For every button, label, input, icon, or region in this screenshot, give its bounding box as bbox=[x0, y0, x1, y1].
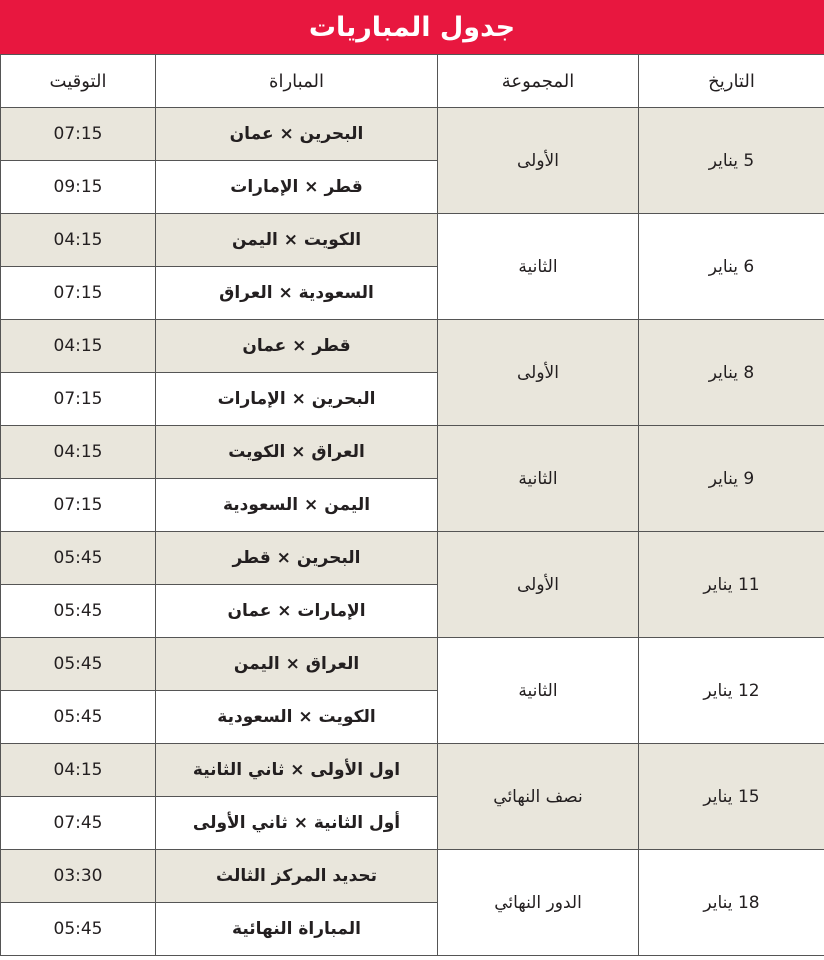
group-cell: الثانية bbox=[438, 638, 639, 744]
table-row bbox=[1, 638, 824, 691]
date-cell: 9 يناير bbox=[639, 426, 824, 532]
match-cell: العراق × اليمن bbox=[156, 638, 438, 691]
date-cell: 11 يناير bbox=[639, 532, 824, 638]
table-row bbox=[1, 850, 824, 903]
day-block bbox=[1, 320, 824, 426]
group-cell: نصف النهائي bbox=[438, 744, 639, 850]
group-cell: الثانية bbox=[438, 214, 639, 320]
match-cell: العراق × الكويت bbox=[156, 426, 438, 479]
table-row bbox=[1, 214, 824, 267]
match-cell: الكويت × السعودية bbox=[156, 691, 438, 744]
date-cell: 8 يناير bbox=[639, 320, 824, 426]
table-row bbox=[1, 532, 824, 585]
time-cell: 07:15 bbox=[1, 479, 156, 532]
column-header-date: التاريخ bbox=[639, 55, 824, 108]
match-cell: قطر × الإمارات bbox=[156, 161, 438, 214]
date-cell: 5 يناير bbox=[639, 108, 824, 214]
time-cell: 05:45 bbox=[1, 638, 156, 691]
match-cell: أول الثانية × ثاني الأولى bbox=[156, 797, 438, 850]
time-cell: 04:15 bbox=[1, 214, 156, 267]
match-cell: قطر × عمان bbox=[156, 320, 438, 373]
schedule-title: جدول المباريات bbox=[0, 0, 824, 54]
date-cell: 18 يناير bbox=[639, 850, 824, 956]
match-cell: البحرين × عمان bbox=[156, 108, 438, 161]
match-cell: البحرين × قطر bbox=[156, 532, 438, 585]
time-cell: 09:15 bbox=[1, 161, 156, 214]
time-cell: 07:15 bbox=[1, 267, 156, 320]
header-row bbox=[1, 55, 824, 108]
time-cell: 07:15 bbox=[1, 108, 156, 161]
column-header-time: التوقيت bbox=[1, 55, 156, 108]
date-cell: 12 يناير bbox=[639, 638, 824, 744]
match-cell: اليمن × السعودية bbox=[156, 479, 438, 532]
day-block bbox=[1, 744, 824, 850]
match-cell: الإمارات × عمان bbox=[156, 585, 438, 638]
group-cell: الأولى bbox=[438, 532, 639, 638]
time-cell: 07:15 bbox=[1, 373, 156, 426]
date-cell: 15 يناير bbox=[639, 744, 824, 850]
day-block bbox=[1, 426, 824, 532]
group-cell: الدور النهائي bbox=[438, 850, 639, 956]
time-cell: 04:15 bbox=[1, 320, 156, 373]
day-block bbox=[1, 532, 824, 638]
group-cell: الأولى bbox=[438, 108, 639, 214]
table-row bbox=[1, 426, 824, 479]
match-cell: البحرين × الإمارات bbox=[156, 373, 438, 426]
match-cell: السعودية × العراق bbox=[156, 267, 438, 320]
date-cell: 6 يناير bbox=[639, 214, 824, 320]
day-block bbox=[1, 638, 824, 744]
schedule-table bbox=[0, 54, 824, 956]
table-row bbox=[1, 744, 824, 797]
match-cell: اول الأولى × ثاني الثانية bbox=[156, 744, 438, 797]
day-block bbox=[1, 214, 824, 320]
time-cell: 04:15 bbox=[1, 744, 156, 797]
time-cell: 03:30 bbox=[1, 850, 156, 903]
group-cell: الثانية bbox=[438, 426, 639, 532]
match-cell: الكويت × اليمن bbox=[156, 214, 438, 267]
match-cell: المباراة النهائية bbox=[156, 903, 438, 956]
column-header-match: المباراة bbox=[156, 55, 438, 108]
time-cell: 05:45 bbox=[1, 532, 156, 585]
table-row bbox=[1, 108, 824, 161]
day-block bbox=[1, 108, 824, 214]
table-row bbox=[1, 320, 824, 373]
column-header-group: المجموعة bbox=[438, 55, 639, 108]
time-cell: 05:45 bbox=[1, 691, 156, 744]
time-cell: 07:45 bbox=[1, 797, 156, 850]
day-block bbox=[1, 850, 824, 956]
match-cell: تحديد المركز الثالث bbox=[156, 850, 438, 903]
time-cell: 05:45 bbox=[1, 903, 156, 956]
time-cell: 04:15 bbox=[1, 426, 156, 479]
time-cell: 05:45 bbox=[1, 585, 156, 638]
group-cell: الأولى bbox=[438, 320, 639, 426]
